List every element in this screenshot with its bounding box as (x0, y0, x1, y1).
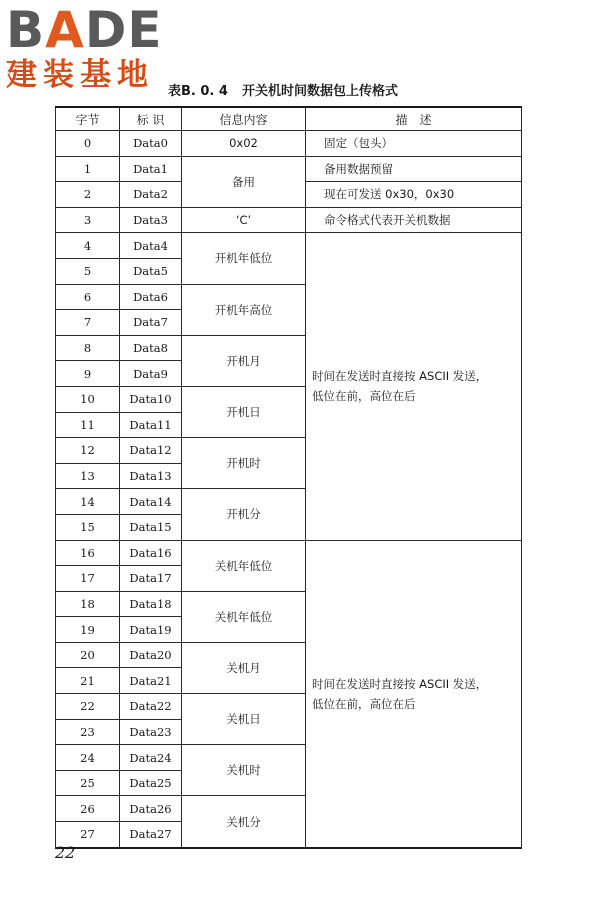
info-cell: 开机月 (182, 335, 306, 386)
id-cell: Data25 (120, 770, 182, 796)
byte-cell: 8 (56, 335, 120, 361)
caption-prefix: 表 (168, 84, 182, 99)
byte-cell: 12 (56, 438, 120, 464)
caption-title: 开关机时间数据包上传格式 (241, 84, 398, 99)
byte-cell: 20 (56, 642, 120, 668)
byte-cell: 2 (56, 182, 120, 208)
table-header-row (56, 107, 522, 131)
id-cell: Data11 (120, 412, 182, 438)
id-cell: Data2 (120, 182, 182, 208)
header-desc: 描 述 (306, 107, 522, 131)
byte-cell: 17 (56, 566, 120, 592)
id-cell: Data17 (120, 566, 182, 592)
info-cell: 关机时 (182, 745, 306, 796)
logo-subtitle: 建装基地 (6, 57, 154, 93)
info-cell: 开机日 (182, 386, 306, 437)
byte-cell: 25 (56, 770, 120, 796)
byte-cell: 21 (56, 668, 120, 694)
id-cell: Data7 (120, 310, 182, 336)
desc-cell: 备用数据预留 (306, 156, 522, 182)
desc-cell: 命令格式代表开关机数据 (306, 207, 522, 233)
logo-wordmark: B A DE (6, 1, 163, 59)
info-cell: ‘C’ (182, 207, 306, 233)
byte-cell: 7 (56, 310, 120, 336)
caption-number: B. 0. 4 (181, 84, 228, 99)
table-caption (168, 80, 398, 99)
desc-cell: 固定（包头） (306, 131, 522, 157)
id-cell: Data13 (120, 463, 182, 489)
info-cell: 开机年低位 (182, 233, 306, 284)
id-cell: Data15 (120, 514, 182, 540)
table-row (56, 233, 522, 259)
id-cell: Data12 (120, 438, 182, 464)
byte-cell: 13 (56, 463, 120, 489)
header-id: 标 识 (120, 107, 182, 131)
table-row (56, 131, 522, 157)
packet-format-table (55, 106, 522, 849)
info-cell: 0x02 (182, 131, 306, 157)
table-row (56, 156, 522, 182)
byte-cell: 5 (56, 258, 120, 284)
info-cell: 备用 (182, 156, 306, 207)
id-cell: Data3 (120, 207, 182, 233)
info-cell: 关机年低位 (182, 591, 306, 642)
byte-cell: 4 (56, 233, 120, 259)
desc-cell: 现在可发送 0x30，0x30 (306, 182, 522, 208)
byte-cell: 9 (56, 361, 120, 387)
id-cell: Data10 (120, 386, 182, 412)
info-cell: 开机年高位 (182, 284, 306, 335)
logo-a-mark: A (45, 1, 85, 59)
byte-cell: 0 (56, 131, 120, 157)
id-cell: Data5 (120, 258, 182, 284)
id-cell: Data6 (120, 284, 182, 310)
id-cell: Data4 (120, 233, 182, 259)
id-cell: Data22 (120, 694, 182, 720)
id-cell: Data14 (120, 489, 182, 515)
id-cell: Data8 (120, 335, 182, 361)
desc-cell-poweron (306, 233, 522, 540)
header-info: 信息内容 (182, 107, 306, 131)
byte-cell: 19 (56, 617, 120, 643)
byte-cell: 6 (56, 284, 120, 310)
info-cell: 开机时 (182, 438, 306, 489)
byte-cell: 1 (56, 156, 120, 182)
byte-cell: 27 (56, 822, 120, 848)
byte-cell: 16 (56, 540, 120, 566)
byte-cell: 22 (56, 694, 120, 720)
site-logo (6, 1, 181, 93)
info-cell: 关机分 (182, 796, 306, 848)
page-number: 22 (55, 843, 76, 862)
id-cell: Data23 (120, 719, 182, 745)
id-cell: Data24 (120, 745, 182, 771)
id-cell: Data19 (120, 617, 182, 643)
id-cell: Data26 (120, 796, 182, 822)
table-row (56, 207, 522, 233)
id-cell: Data1 (120, 156, 182, 182)
header-byte: 字节 (56, 107, 120, 131)
id-cell: Data18 (120, 591, 182, 617)
id-cell: Data20 (120, 642, 182, 668)
table-row (56, 540, 522, 566)
desc-line: 低位在前，高位在后 (312, 696, 416, 711)
id-cell: Data27 (120, 822, 182, 848)
info-cell: 关机日 (182, 694, 306, 745)
info-cell: 开机分 (182, 489, 306, 540)
byte-cell: 18 (56, 591, 120, 617)
byte-cell: 15 (56, 514, 120, 540)
desc-cell-poweroff (306, 540, 522, 848)
byte-cell: 11 (56, 412, 120, 438)
id-cell: Data16 (120, 540, 182, 566)
byte-cell: 14 (56, 489, 120, 515)
id-cell: Data0 (120, 131, 182, 157)
info-cell: 关机年低位 (182, 540, 306, 591)
desc-line: 低位在前，高位在后 (312, 389, 416, 404)
byte-cell: 26 (56, 796, 120, 822)
id-cell: Data9 (120, 361, 182, 387)
byte-cell: 3 (56, 207, 120, 233)
desc-line: 时间在发送时直接按 ASCII 发送， (312, 369, 488, 384)
byte-cell: 24 (56, 745, 120, 771)
desc-line: 时间在发送时直接按 ASCII 发送， (312, 676, 488, 691)
byte-cell: 23 (56, 719, 120, 745)
info-cell: 关机月 (182, 642, 306, 693)
id-cell: Data21 (120, 668, 182, 694)
byte-cell: 10 (56, 386, 120, 412)
